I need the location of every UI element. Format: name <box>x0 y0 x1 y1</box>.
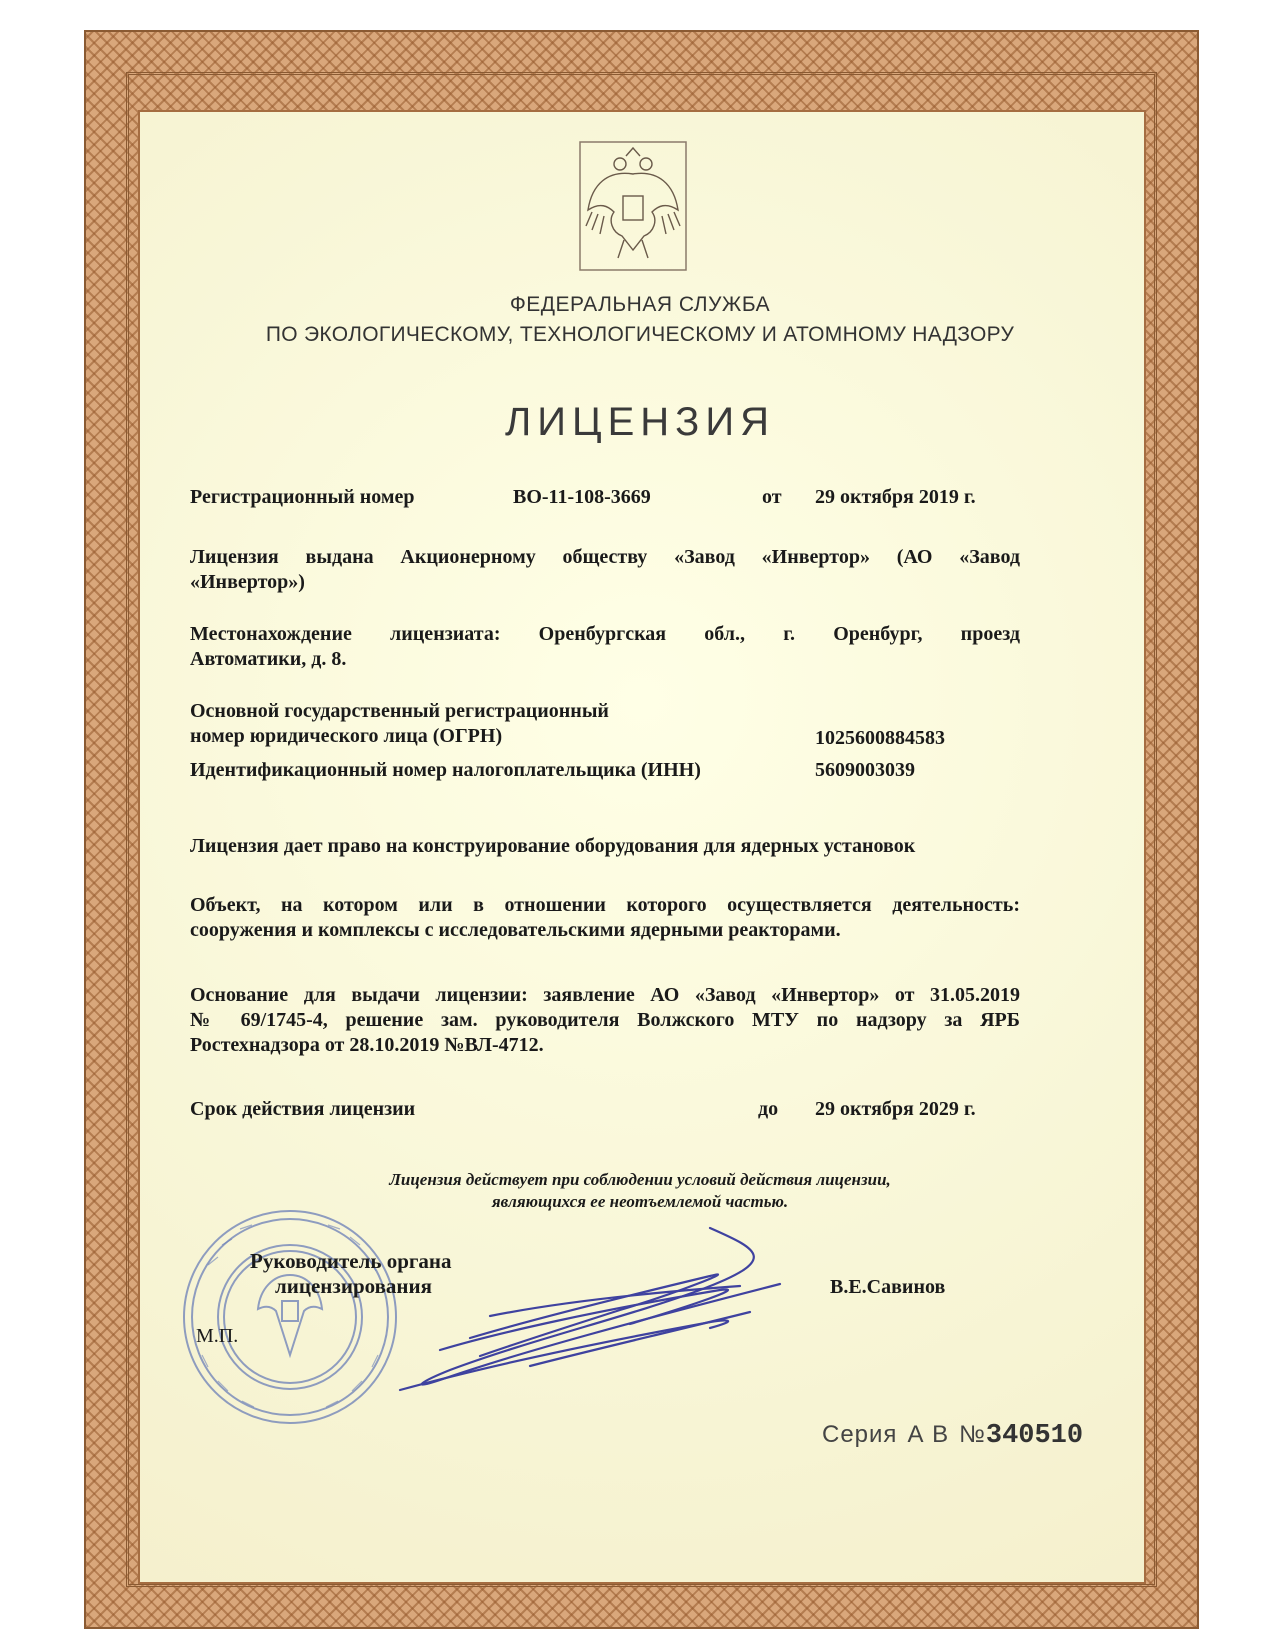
signatory-title-line2: лицензирования <box>275 1274 432 1298</box>
validity-note-line2: являющихся ее неотъемлемой частью. <box>491 1192 789 1211</box>
basis-line2: № 69/1745-4, решение зам. руководителя Волжского МТУ по надзору за ЯРБ <box>190 1009 1020 1031</box>
inn-value: 5609003039 <box>815 759 915 781</box>
location-line2: Автоматики, д. 8. <box>190 648 347 670</box>
license-right: Лицензия дает право на конструирование оборудования для ядерных установок <box>190 835 916 857</box>
registration-number: ВО-11-108-3669 <box>513 486 651 508</box>
validity-date: 29 октября 2029 г. <box>815 1098 976 1120</box>
basis-line3: Ростехнадзора от 28.10.2019 №ВЛ-4712. <box>190 1034 544 1056</box>
agency-name-line2: ПО ЭКОЛОГИЧЕСКОМУ, ТЕХНОЛОГИЧЕСКОМУ И АТОМНОМУ НАДЗОРУ <box>265 323 1015 346</box>
ogrn-label-line1: Основной государственный регистрационный <box>190 700 609 722</box>
agency-name-line1: ФЕДЕРАЛЬНАЯ СЛУЖБА <box>509 293 771 316</box>
issued-to-line1: Лицензия выдана Акционерному обществу «Завод «Инвертор» (АО «Завод <box>190 546 1020 568</box>
official-stamp-icon <box>178 1205 403 1430</box>
signatory-name: В.Е.Савинов <box>830 1276 946 1298</box>
handwritten-signature-icon <box>380 1220 810 1410</box>
validity-until-label: до <box>758 1098 779 1120</box>
series-letters: А В <box>907 1421 950 1448</box>
location-line1: Местонахождение лицензиата: Оренбургская обл., г. Оренбург, проезд <box>190 623 1020 645</box>
series-number: 340510 <box>985 1421 1084 1451</box>
basis-line1: Основание для выдачи лицензии: заявление АО «Завод «Инвертор» от 31.05.2019 <box>190 984 1020 1006</box>
registration-label: Регистрационный номер <box>190 486 415 508</box>
ogrn-label-line2: номер юридического лица (ОГРН) <box>190 725 503 747</box>
ogrn-value: 1025600884583 <box>815 727 945 749</box>
coat-of-arms-icon <box>578 140 688 272</box>
object-line1: Объект, на котором или в отношении которого осуществляется деятельность: <box>190 894 1020 916</box>
registration-date: 29 октября 2019 г. <box>815 486 976 508</box>
seal-place-label: М.П. <box>196 1325 239 1347</box>
validity-label: Срок действия лицензии <box>190 1098 416 1120</box>
validity-note-line1: Лицензия действует при соблюдении условий действия лицензии, <box>389 1170 891 1189</box>
issued-to-line2: «Инвертор») <box>190 571 305 593</box>
series-number-label: № <box>959 1421 986 1448</box>
signatory-title-line1: Руководитель органа <box>250 1249 452 1273</box>
document-title: ЛИЦЕНЗИЯ <box>505 400 775 444</box>
object-line2: сооружения и комплексы с исследовательскими ядерными реакторами. <box>190 919 841 941</box>
registration-from-label: от <box>762 486 782 508</box>
series-label: Серия <box>822 1421 898 1448</box>
inn-label: Идентификационный номер налогоплательщика (ИНН) <box>190 759 701 781</box>
